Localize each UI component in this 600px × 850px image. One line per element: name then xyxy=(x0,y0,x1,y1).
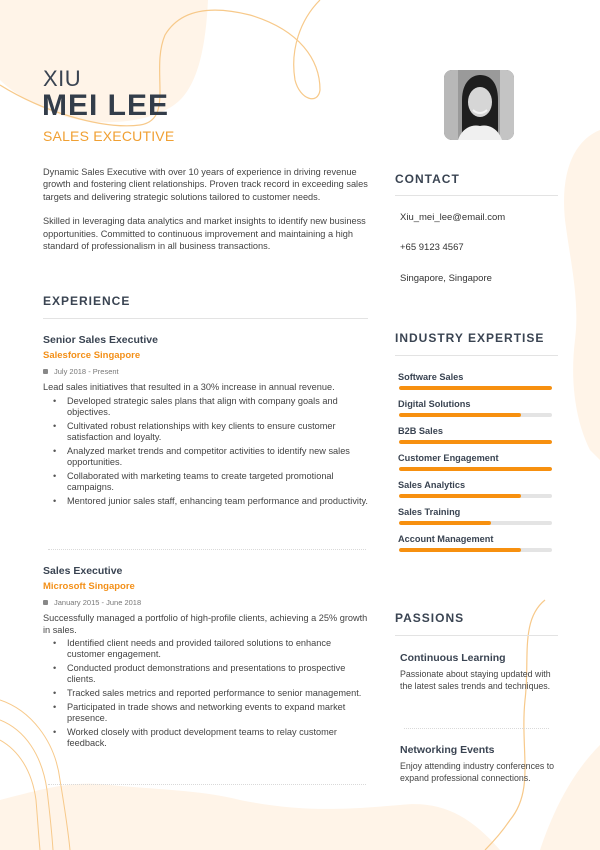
job-bullet: • Participated in trade shows and networking events to expand market presence. xyxy=(67,702,368,724)
job-bullet: • Mentored junior sales staff, enhancing team performance and productivity. xyxy=(67,496,368,507)
job-dates-text: July 2018 - Present xyxy=(54,367,119,376)
experience-heading: EXPERIENCE xyxy=(43,294,131,308)
skill-item xyxy=(398,372,554,390)
passion-separator xyxy=(404,728,549,729)
skill-bar-fill xyxy=(399,386,552,390)
passion-description: Enjoy attending industry conferences to expand professional connections. xyxy=(400,761,555,783)
job-description: Successfully managed a portfolio of high-profile clients, achieving a 25% growth in sales. xyxy=(43,613,368,635)
skill-item xyxy=(398,453,554,471)
passions-divider xyxy=(395,635,558,636)
last-name: MEI LEE xyxy=(42,89,170,122)
expertise-heading: INDUSTRY EXPERTISE xyxy=(395,331,545,345)
skill-bar-track xyxy=(399,413,552,417)
job-bullet: • Identified client needs and provided tailored solutions to enhance customer engagement. xyxy=(67,638,368,660)
job-role: Senior Sales Executive xyxy=(43,334,158,346)
job-bullet: • Worked closely with product development teams to relay customer feedback. xyxy=(67,727,368,749)
passions-heading: PASSIONS xyxy=(395,611,465,625)
job-bullet: • Conducted product demonstrations and presentations to prospective clients. xyxy=(67,663,368,685)
experience-divider xyxy=(43,318,368,319)
job-dates xyxy=(43,598,368,607)
skill-bar-track xyxy=(399,521,552,525)
skill-item xyxy=(398,426,554,444)
passion-item xyxy=(400,744,560,784)
job-entry xyxy=(43,334,368,510)
passion-description: Passionate about staying updated with the latest sales trends and techniques. xyxy=(400,669,551,691)
passion-title: Networking Events xyxy=(400,744,495,756)
skill-bar-fill xyxy=(399,467,552,471)
contact-heading: CONTACT xyxy=(395,172,460,186)
job-separator xyxy=(48,549,366,550)
skill-item xyxy=(398,480,554,498)
skill-bar-track xyxy=(399,467,552,471)
skill-name: B2B Sales xyxy=(398,426,443,436)
job-bullets xyxy=(43,396,368,507)
job-separator xyxy=(48,784,366,785)
job-bullet: • Collaborated with marketing teams to create targeted promotional campaigns. xyxy=(67,471,368,493)
job-bullet: • Tracked sales metrics and reported performance to senior management. xyxy=(67,688,368,699)
job-description: Lead sales initiatives that resulted in a 30% increase in annual revenue. xyxy=(43,382,335,392)
expertise-divider xyxy=(395,355,558,356)
summary-paragraph: Dynamic Sales Executive with over 10 years of experience in driving revenue growth and fostering client relationships. Proven track record in exceeding sales targets and delivering strategic solutions tailored to customer needs. xyxy=(43,167,368,202)
calendar-icon xyxy=(43,600,48,605)
skill-name: Account Management xyxy=(398,534,494,544)
job-bullet: • Analyzed market trends and competitor activities to identify new sales opportunities. xyxy=(67,446,368,468)
skill-name: Digital Solutions xyxy=(398,399,471,409)
contact-divider xyxy=(395,195,558,196)
job-bullet: • Cultivated robust relationships with key clients to ensure customer satisfaction and loyalty. xyxy=(67,421,368,443)
skill-item xyxy=(398,534,554,552)
skill-bar-track xyxy=(399,548,552,552)
skill-bar-fill xyxy=(399,413,521,417)
job-bullet: • Developed strategic sales plans that align with company goals and objectives. xyxy=(67,396,368,418)
job-company: Salesforce Singapore xyxy=(43,350,141,361)
skill-bar-track xyxy=(399,386,552,390)
job-bullets xyxy=(43,638,368,749)
skill-name: Sales Training xyxy=(398,507,461,517)
skill-name: Software Sales xyxy=(398,372,464,382)
contact-phone[interactable]: +65 9123 4567 xyxy=(400,242,464,253)
passion-title: Continuous Learning xyxy=(400,652,506,664)
skill-bar-fill xyxy=(399,440,552,444)
job-company: Microsoft Singapore xyxy=(43,581,135,592)
skill-name: Sales Analytics xyxy=(398,480,466,490)
skill-bar-fill xyxy=(399,494,521,498)
contact-email[interactable]: Xiu_mei_lee@email.com xyxy=(400,212,506,223)
passion-item xyxy=(400,652,560,692)
summary-paragraph: Skilled in leveraging data analytics and market insights to identify new business opportunities. Committed to continuous improvement and maintaining a high standard of professionalism in all business transactions. xyxy=(43,216,366,252)
profile-photo xyxy=(444,70,514,140)
expertise-list xyxy=(398,372,554,561)
contact-location: Singapore, Singapore xyxy=(400,273,492,284)
skill-item xyxy=(398,507,554,525)
skill-item xyxy=(398,399,554,417)
summary xyxy=(43,166,368,264)
first-name: XIU xyxy=(43,66,82,91)
job-title: SALES EXECUTIVE xyxy=(43,128,175,144)
skill-name: Customer Engagement xyxy=(398,453,499,463)
job-entry xyxy=(43,565,368,752)
skill-bar-fill xyxy=(399,548,521,552)
skill-bar-fill xyxy=(399,521,491,525)
calendar-icon xyxy=(43,369,48,374)
job-dates-text: January 2015 - June 2018 xyxy=(54,598,142,607)
job-dates xyxy=(43,367,368,376)
job-role: Sales Executive xyxy=(43,565,123,577)
skill-bar-track xyxy=(399,494,552,498)
skill-bar-track xyxy=(399,440,552,444)
